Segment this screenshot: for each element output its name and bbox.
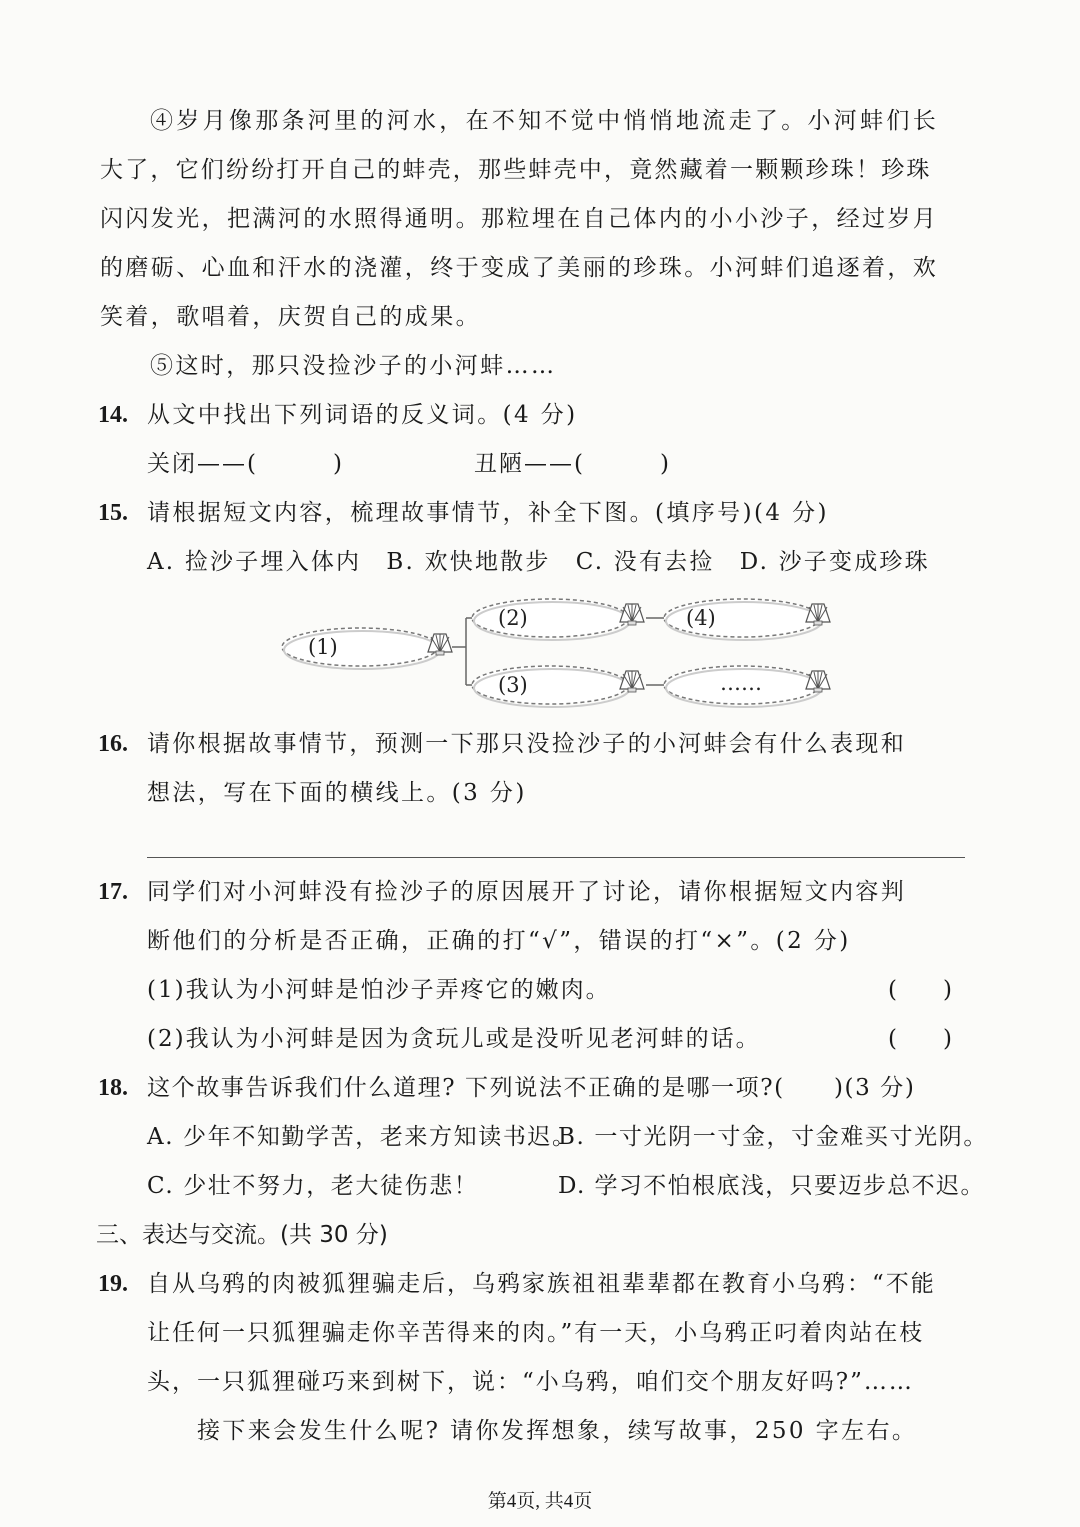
question-text: 同学们对小河蚌没有捡沙子的原因展开了讨论，请你根据短文内容判 <box>147 879 906 905</box>
passage-line: 笑着，歌唱着，庆贺自己的成果。 <box>100 304 481 330</box>
answer-line[interactable] <box>147 857 965 858</box>
node-5 <box>664 666 830 707</box>
node-3 <box>472 666 644 707</box>
node-label: (4) <box>686 606 716 630</box>
plot-diagram <box>270 590 850 720</box>
option-b: B. 一寸光阴一寸金，寸金难买寸光阴。 <box>558 1124 988 1150</box>
antonym-item-1: 关闭——( ) <box>147 451 344 477</box>
question-number: 19. <box>98 1271 128 1297</box>
statement-2: (2)我认为小河蚌是因为贪玩儿或是没听见老河蚌的话。 <box>147 1026 761 1052</box>
section-heading: 三、表达与交流。(共 30 分) <box>96 1222 388 1248</box>
question-number: 16. <box>98 731 128 757</box>
antonym-item-2: 丑陋——( ) <box>474 451 671 477</box>
question-text: 这个故事告诉我们什么道理? 下列说法不正确的是哪一项?( )(3 分) <box>147 1075 916 1101</box>
question-number: 17. <box>98 879 128 905</box>
option-d: D. 学习不怕根底浅，只要迈步总不迟。 <box>558 1173 985 1199</box>
question-number: 14. <box>98 402 128 428</box>
question-text: 想法，写在下面的横线上。(3 分) <box>147 780 527 806</box>
question-number: 15. <box>98 500 128 526</box>
node-label: (2) <box>498 606 528 630</box>
node-label: (3) <box>498 673 528 697</box>
passage-line: 大了，它们纷纷打开自己的蚌壳，那些蚌壳中，竟然藏着一颗颗珍珠！珍珠 <box>100 157 932 183</box>
option-a: A. 少年不知勤学苦，老来方知读书迟。 <box>147 1124 577 1150</box>
node-4 <box>664 599 830 640</box>
answer-paren-2[interactable]: ( ) <box>888 1026 952 1052</box>
question-text: 请你根据故事情节，预测一下那只没捡沙子的小河蚌会有什么表现和 <box>147 731 906 757</box>
question-text: 让任何一只狐狸骗走你辛苦得来的肉。”有一天，小乌鸦正叼着肉站在枝 <box>147 1320 925 1346</box>
passage-line: 闪闪发光，把满河的水照得通明。那粒埋在自己体内的小小沙子，经过岁月 <box>100 206 939 232</box>
passage-line: ⑤这时，那只没捡沙子的小河蚌…… <box>150 353 557 379</box>
node-label: (1) <box>308 635 338 659</box>
options-line: A. 捡沙子埋入体内 B. 欢快地散步 C. 没有去捡 D. 沙子变成珍珠 <box>147 549 930 575</box>
question-text: 从文中找出下列词语的反义词。(4 分) <box>147 402 578 428</box>
answer-paren-1[interactable]: ( ) <box>888 977 952 1003</box>
question-text: 头，一只狐狸碰巧来到树下，说：“小乌鸦，咱们交个朋友好吗?”…… <box>147 1369 914 1395</box>
node-label: …… <box>720 671 762 695</box>
passage-line: 的磨砺、心血和汗水的浇灌，终于变成了美丽的珍珠。小河蚌们追逐着，欢 <box>100 255 939 281</box>
question-text: 断他们的分析是否正确，正确的打“√”，错误的打“×”。(2 分) <box>147 928 851 954</box>
node-2 <box>472 599 644 640</box>
question-text: 接下来会发生什么呢? 请你发挥想象，续写故事，250 字左右。 <box>197 1418 918 1444</box>
page-number: 第4页, 共4页 <box>487 1491 593 1512</box>
statement-1: (1)我认为小河蚌是怕沙子弄疼它的嫩肉。 <box>147 977 611 1003</box>
question-text: 自从乌鸦的肉被狐狸骗走后，乌鸦家族祖祖辈辈都在教育小乌鸦：“不能 <box>147 1271 936 1297</box>
question-number: 18. <box>98 1075 128 1101</box>
option-c: C. 少壮不努力，老大徒伤悲！ <box>147 1173 479 1199</box>
passage-line: ④岁月像那条河里的河水，在不知不觉中悄悄地流走了。小河蚌们长 <box>150 108 939 134</box>
node-1 <box>282 628 452 669</box>
question-text: 请根据短文内容，梳理故事情节，补全下图。(填序号)(4 分) <box>147 500 829 526</box>
